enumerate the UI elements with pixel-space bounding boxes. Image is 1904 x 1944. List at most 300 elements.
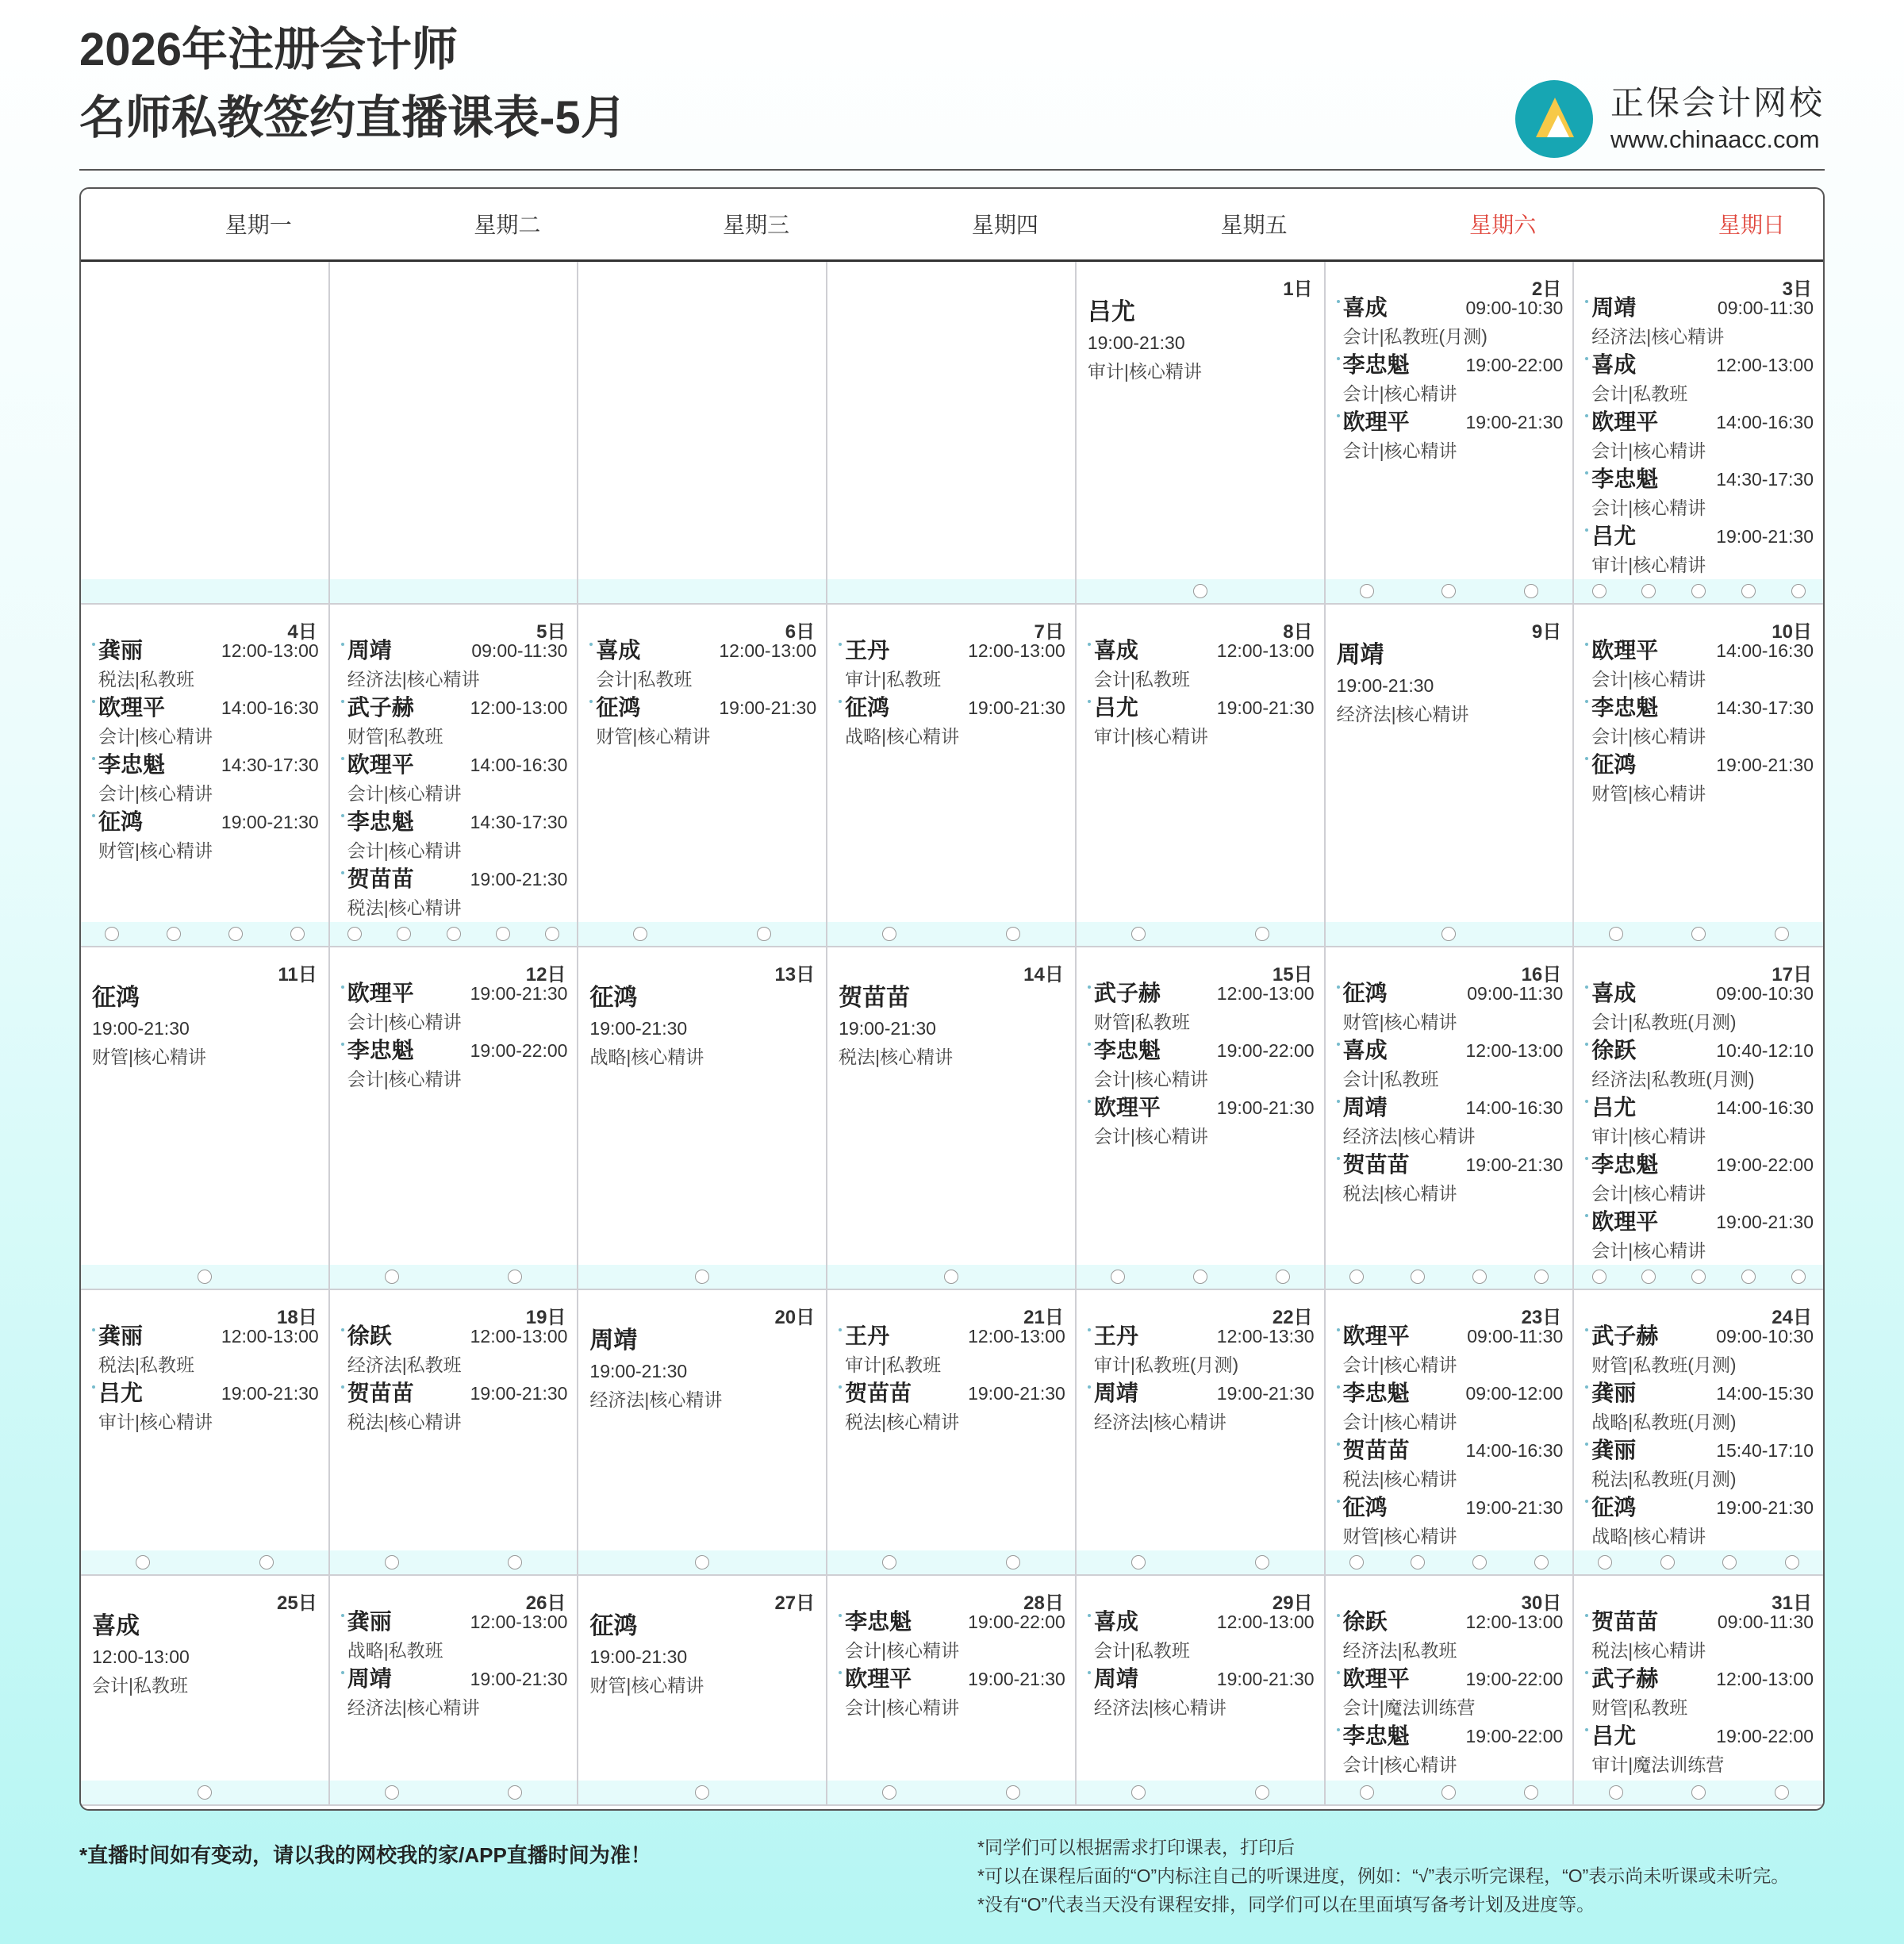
progress-circle-checkbox[interactable] xyxy=(1349,1270,1364,1284)
class-time: 12:00-13:00 xyxy=(968,640,1065,661)
progress-checkbox-row xyxy=(1574,1550,1823,1574)
page-title-line2: 名师私教签约直播课表-5月 xyxy=(79,92,627,144)
calendar-day-cell xyxy=(1574,947,1823,1290)
day-number: 16日 xyxy=(1521,964,1562,985)
progress-circle-checkbox[interactable] xyxy=(385,1270,399,1284)
progress-checkbox-row xyxy=(81,1265,328,1289)
class-time: 12:00-13:00 xyxy=(719,640,817,661)
class-entry xyxy=(1337,294,1564,351)
progress-checkbox-row xyxy=(81,579,328,603)
class-teacher: 征鸿 xyxy=(1342,1495,1388,1519)
progress-circle-checkbox[interactable] xyxy=(695,1555,709,1569)
progress-circle-checkbox[interactable] xyxy=(1609,1785,1623,1800)
day-number: 9日 xyxy=(1531,621,1562,643)
progress-circle-checkbox[interactable] xyxy=(1534,1270,1549,1284)
class-time: 14:00-16:30 xyxy=(1465,1440,1564,1461)
class-teacher: 李忠魁 xyxy=(1342,352,1410,377)
class-teacher: 徐跃 xyxy=(347,1324,392,1348)
calendar-day-cell xyxy=(330,947,579,1290)
class-time: 19:00-21:30 xyxy=(1216,1097,1315,1118)
calendar-day-cell xyxy=(578,1290,827,1576)
class-entry xyxy=(341,808,568,865)
class-course: 会计|核心精讲 xyxy=(1591,669,1706,690)
progress-checkbox-row xyxy=(827,1265,1075,1289)
class-teacher: 吕尤 xyxy=(1591,524,1637,548)
progress-circle-checkbox[interactable] xyxy=(1691,584,1706,598)
calendar-day-cell xyxy=(578,947,827,1290)
progress-circle-checkbox[interactable] xyxy=(1411,1555,1425,1569)
class-entry xyxy=(1337,1322,1564,1379)
class-time: 14:30-17:30 xyxy=(221,755,319,775)
progress-circle-checkbox[interactable] xyxy=(1111,1270,1125,1284)
class-time: 19:00-22:00 xyxy=(1716,1726,1814,1746)
class-course: 会计|核心精讲 xyxy=(98,783,213,804)
day-number: 28日 xyxy=(1023,1592,1064,1614)
progress-circle-checkbox[interactable] xyxy=(1006,927,1020,941)
class-teacher: 征鸿 xyxy=(596,695,641,720)
class-course: 税法|核心精讲 xyxy=(347,1412,462,1432)
day-number: 24日 xyxy=(1772,1307,1812,1328)
weekday-header-row xyxy=(81,189,1823,262)
day-number: 22日 xyxy=(1272,1307,1313,1328)
class-teacher: 武子赫 xyxy=(1591,1324,1659,1348)
class-teacher: 周靖 xyxy=(1342,1095,1388,1120)
class-teacher: 李忠魁 xyxy=(1591,467,1659,491)
weekday-label: 星期二 xyxy=(474,213,541,237)
class-entry xyxy=(1585,1036,1814,1093)
class-time: 12:00-13:00 xyxy=(470,1326,568,1347)
class-time: 15:40-17:10 xyxy=(1716,1440,1814,1461)
class-teacher: 武子赫 xyxy=(347,695,414,720)
progress-circle-checkbox[interactable] xyxy=(1441,584,1456,598)
progress-circle-checkbox[interactable] xyxy=(1524,584,1538,598)
calendar-day-cell xyxy=(81,1576,330,1806)
class-entry xyxy=(92,751,319,808)
class-time: 09:00-11:30 xyxy=(1467,1326,1564,1347)
class-entry xyxy=(341,1379,568,1436)
class-time: 14:00-16:30 xyxy=(1716,1097,1814,1118)
class-course: 审计|魔法训练营 xyxy=(1591,1754,1725,1775)
progress-checkbox-row xyxy=(1326,922,1573,946)
progress-checkbox-row xyxy=(578,1781,826,1804)
day-number: 26日 xyxy=(525,1592,566,1614)
class-name: 吕尤 xyxy=(1087,299,1135,325)
progress-circle-checkbox[interactable] xyxy=(1472,1270,1487,1284)
calendar-day-cell xyxy=(1574,1290,1823,1576)
calendar-day-cell xyxy=(1077,947,1326,1290)
progress-checkbox-row xyxy=(330,1550,578,1574)
class-time: 19:00-21:30 xyxy=(719,697,817,718)
progress-circle-checkbox[interactable] xyxy=(1722,1555,1737,1569)
class-entry xyxy=(1088,693,1315,751)
day-number: 19日 xyxy=(525,1307,566,1328)
progress-circle-checkbox[interactable] xyxy=(1255,1555,1269,1569)
class-teacher: 周靖 xyxy=(347,1666,392,1691)
class-course: 财管|核心精讲 xyxy=(596,726,711,747)
class-entry xyxy=(341,1322,568,1379)
class-teacher: 李忠魁 xyxy=(1342,1381,1410,1405)
calendar-day-cell xyxy=(330,1576,579,1806)
progress-checkbox-row xyxy=(1077,1550,1324,1574)
progress-checkbox-row xyxy=(827,1550,1075,1574)
progress-circle-checkbox[interactable] xyxy=(1193,1270,1207,1284)
progress-circle-checkbox[interactable] xyxy=(1598,1555,1612,1569)
class-course: 会计|私教班 xyxy=(92,1675,188,1696)
class-course: 会计|核心精讲 xyxy=(347,840,462,861)
calendar-day-cell xyxy=(1077,1576,1326,1806)
class-time: 09:00-11:30 xyxy=(1717,298,1814,318)
class-entry xyxy=(1585,1722,1814,1779)
day-number: 5日 xyxy=(536,621,566,643)
class-course: 战略|私教班(月测) xyxy=(1591,1412,1737,1432)
class-course: 财管|私教班 xyxy=(1093,1012,1190,1032)
progress-circle-checkbox[interactable] xyxy=(1775,927,1789,941)
class-entry xyxy=(1585,751,1814,808)
class-course: 经济法|核心精讲 xyxy=(1591,326,1725,347)
class-teacher: 龚丽 xyxy=(347,1609,392,1634)
calendar-day-cell xyxy=(1326,605,1575,947)
class-entry xyxy=(1088,1093,1315,1151)
calendar-day-cell xyxy=(330,605,579,947)
class-course: 审计|私教班 xyxy=(845,669,942,690)
progress-circle-checkbox[interactable] xyxy=(1006,1785,1020,1800)
class-teacher: 王丹 xyxy=(845,638,890,663)
class-time: 14:00-15:30 xyxy=(1716,1383,1814,1404)
progress-circle-checkbox[interactable] xyxy=(1609,927,1623,941)
class-teacher: 欧理平 xyxy=(347,981,414,1005)
progress-circle-checkbox[interactable] xyxy=(695,1270,709,1284)
calendar-day-cell xyxy=(330,1290,579,1576)
class-name: 征鸿 xyxy=(92,985,140,1011)
class-entry xyxy=(839,979,1065,1071)
class-entry xyxy=(92,693,319,751)
class-entry xyxy=(1337,1036,1564,1093)
progress-circle-checkbox[interactable] xyxy=(1255,927,1269,941)
progress-circle-checkbox[interactable] xyxy=(1592,1270,1606,1284)
progress-circle-checkbox[interactable] xyxy=(1276,1270,1290,1284)
class-time: 19:00-22:00 xyxy=(1716,1154,1814,1175)
class-time: 19:00-21:30 xyxy=(839,1018,936,1039)
day-number: 2日 xyxy=(1531,279,1562,300)
progress-circle-checkbox[interactable] xyxy=(198,1270,212,1284)
class-teacher: 龚丽 xyxy=(1591,1438,1637,1462)
progress-circle-checkbox[interactable] xyxy=(508,1270,522,1284)
class-time: 12:00-13:00 xyxy=(1465,1612,1564,1632)
class-teacher: 李忠魁 xyxy=(347,1038,414,1062)
class-course: 经济法|私教班 xyxy=(347,1354,462,1375)
class-time: 19:00-21:30 xyxy=(1716,526,1814,547)
progress-checkbox-row xyxy=(1574,1265,1823,1289)
class-teacher: 喜成 xyxy=(1093,1609,1138,1634)
progress-circle-checkbox[interactable] xyxy=(1791,584,1806,598)
progress-circle-checkbox[interactable] xyxy=(1349,1555,1364,1569)
class-teacher: 贺苗苗 xyxy=(347,866,414,891)
class-entry xyxy=(92,1608,319,1700)
progress-circle-checkbox[interactable] xyxy=(1255,1785,1269,1800)
progress-circle-checkbox[interactable] xyxy=(944,1270,958,1284)
progress-checkbox-row xyxy=(1077,1781,1324,1804)
class-entry xyxy=(589,979,816,1071)
class-entry xyxy=(1585,465,1814,522)
day-number: 21日 xyxy=(1023,1307,1064,1328)
class-entry xyxy=(341,693,568,751)
progress-circle-checkbox[interactable] xyxy=(347,927,362,941)
class-course: 经济法|核心精讲 xyxy=(1336,704,1469,724)
class-course: 会计|核心精讲 xyxy=(1342,1354,1457,1375)
progress-circle-checkbox[interactable] xyxy=(1641,1270,1656,1284)
class-time: 12:00-13:00 xyxy=(92,1646,190,1667)
class-course: 税法|核心精讲 xyxy=(845,1412,960,1432)
class-name: 征鸿 xyxy=(589,985,638,1011)
progress-circle-checkbox[interactable] xyxy=(136,1555,150,1569)
class-time: 12:00-13:00 xyxy=(1716,355,1814,375)
footnote-line: *同学们可以根据需求打印课表，打印后 xyxy=(977,1837,1295,1858)
progress-circle-checkbox[interactable] xyxy=(1131,1555,1146,1569)
calendar-day-cell xyxy=(81,605,330,947)
class-time: 12:00-13:00 xyxy=(1216,640,1315,661)
class-time: 14:00-16:30 xyxy=(470,755,568,775)
class-course: 会计|私教班 xyxy=(1093,1640,1190,1661)
progress-circle-checkbox[interactable] xyxy=(1660,1555,1675,1569)
class-name: 贺苗苗 xyxy=(839,985,911,1011)
class-course: 会计|私教班 xyxy=(1591,383,1688,404)
day-number: 20日 xyxy=(774,1307,816,1328)
progress-circle-checkbox[interactable] xyxy=(1775,1785,1789,1800)
class-course: 经济法|核心精讲 xyxy=(589,1389,723,1410)
class-course: 会计|核心精讲 xyxy=(1342,1412,1457,1432)
progress-circle-checkbox[interactable] xyxy=(167,927,181,941)
class-entry xyxy=(1088,1379,1315,1436)
class-course: 战略|核心精讲 xyxy=(589,1047,704,1067)
class-entry xyxy=(1337,1151,1564,1208)
progress-circle-checkbox[interactable] xyxy=(385,1555,399,1569)
class-course: 审计|私教班(月测) xyxy=(1093,1354,1239,1375)
progress-circle-checkbox[interactable] xyxy=(1592,584,1606,598)
day-number: 14日 xyxy=(1023,964,1064,985)
day-number: 4日 xyxy=(287,621,317,643)
day-number: 12日 xyxy=(525,964,566,985)
progress-circle-checkbox[interactable] xyxy=(508,1785,522,1800)
class-teacher: 贺苗苗 xyxy=(1591,1609,1659,1634)
progress-circle-checkbox[interactable] xyxy=(757,927,771,941)
class-time: 19:00-22:00 xyxy=(1216,1040,1315,1061)
progress-checkbox-row xyxy=(1574,922,1823,946)
progress-circle-checkbox[interactable] xyxy=(1360,584,1374,598)
class-teacher: 吕尤 xyxy=(1591,1723,1637,1748)
class-time: 12:00-13:00 xyxy=(470,1612,568,1632)
class-entry xyxy=(1585,1493,1814,1550)
calendar-day-cell xyxy=(1077,1290,1326,1576)
progress-circle-checkbox[interactable] xyxy=(259,1555,274,1569)
class-teacher: 欧理平 xyxy=(1342,1666,1410,1691)
weekday-label-weekend: 星期日 xyxy=(1718,213,1786,237)
class-time: 12:00-13:00 xyxy=(1216,1612,1315,1632)
progress-circle-checkbox[interactable] xyxy=(545,927,559,941)
class-time: 19:00-21:30 xyxy=(968,1669,1065,1689)
progress-circle-checkbox[interactable] xyxy=(1006,1555,1020,1569)
calendar-day-cell xyxy=(81,262,330,605)
day-number: 1日 xyxy=(1283,279,1313,300)
progress-checkbox-row xyxy=(330,1265,578,1289)
calendar-day-cell xyxy=(1326,1290,1575,1576)
class-teacher: 欧理平 xyxy=(1342,1324,1410,1348)
class-course: 会计|核心精讲 xyxy=(1591,1183,1706,1204)
class-entry xyxy=(92,1379,319,1436)
progress-circle-checkbox[interactable] xyxy=(496,927,510,941)
progress-circle-checkbox[interactable] xyxy=(447,927,461,941)
class-course: 审计|核心精讲 xyxy=(98,1412,213,1432)
progress-circle-checkbox[interactable] xyxy=(1472,1555,1487,1569)
class-entry xyxy=(839,636,1065,693)
class-teacher: 吕尤 xyxy=(1591,1095,1637,1120)
progress-circle-checkbox[interactable] xyxy=(1193,584,1207,598)
class-entry xyxy=(1585,979,1814,1036)
progress-circle-checkbox[interactable] xyxy=(1691,1785,1706,1800)
progress-circle-checkbox[interactable] xyxy=(882,1785,896,1800)
progress-circle-checkbox[interactable] xyxy=(1791,1270,1806,1284)
progress-circle-checkbox[interactable] xyxy=(1691,927,1706,941)
progress-checkbox-row xyxy=(1326,1781,1573,1804)
class-time: 19:00-22:00 xyxy=(968,1612,1065,1632)
class-time: 19:00-22:00 xyxy=(1465,355,1564,375)
class-entry xyxy=(1585,1208,1814,1265)
progress-circle-checkbox[interactable] xyxy=(290,927,305,941)
brand-logo[interactable] xyxy=(1515,75,1825,163)
progress-circle-checkbox[interactable] xyxy=(1534,1555,1549,1569)
class-time: 14:30-17:30 xyxy=(1716,469,1814,490)
class-time: 12:00-13:00 xyxy=(221,1326,319,1347)
progress-circle-checkbox[interactable] xyxy=(1441,1785,1456,1800)
class-time: 19:00-21:30 xyxy=(589,1018,688,1039)
class-entry xyxy=(1337,351,1564,408)
calendar-day-cell xyxy=(827,262,1077,605)
progress-circle-checkbox[interactable] xyxy=(1131,927,1146,941)
class-time: 19:00-21:30 xyxy=(589,1646,688,1667)
class-teacher: 征鸿 xyxy=(98,809,144,834)
class-entry xyxy=(1585,693,1814,751)
class-course: 税法|核心精讲 xyxy=(347,897,462,918)
class-course: 会计|核心精讲 xyxy=(1342,440,1457,461)
calendar-day-cell xyxy=(827,605,1077,947)
class-course: 财管|核心精讲 xyxy=(589,1675,704,1696)
class-course: 税法|核心精讲 xyxy=(1342,1183,1457,1204)
progress-circle-checkbox[interactable] xyxy=(508,1555,522,1569)
class-time: 12:00-13:00 xyxy=(1465,1040,1564,1061)
progress-circle-checkbox[interactable] xyxy=(105,927,119,941)
class-entry xyxy=(1585,1436,1814,1493)
progress-circle-checkbox[interactable] xyxy=(1741,1270,1756,1284)
progress-circle-checkbox[interactable] xyxy=(1131,1785,1146,1800)
progress-checkbox-row xyxy=(578,1550,826,1574)
class-entry xyxy=(1585,1151,1814,1208)
class-entry xyxy=(1088,1608,1315,1665)
progress-circle-checkbox[interactable] xyxy=(882,1555,896,1569)
class-teacher: 李忠魁 xyxy=(1591,695,1659,720)
calendar-day-cell xyxy=(1326,947,1575,1290)
weekday-label: 星期三 xyxy=(723,213,790,237)
class-teacher: 欧理平 xyxy=(845,1666,912,1691)
progress-circle-checkbox[interactable] xyxy=(1441,927,1456,941)
class-time: 12:00-13:00 xyxy=(1216,983,1315,1004)
class-name: 征鸿 xyxy=(589,1613,638,1639)
class-entry xyxy=(839,1665,1065,1722)
page-header xyxy=(79,16,1825,171)
class-entry xyxy=(839,1608,1065,1665)
progress-circle-checkbox[interactable] xyxy=(1411,1270,1425,1284)
class-time: 14:30-17:30 xyxy=(470,812,568,832)
progress-circle-checkbox[interactable] xyxy=(397,927,411,941)
progress-circle-checkbox[interactable] xyxy=(1360,1785,1374,1800)
class-time: 12:00-13:00 xyxy=(470,697,568,718)
class-teacher: 喜成 xyxy=(1591,352,1637,377)
progress-checkbox-row xyxy=(330,922,578,946)
progress-checkbox-row xyxy=(81,1781,328,1804)
class-time: 19:00-21:30 xyxy=(589,1361,688,1381)
progress-circle-checkbox[interactable] xyxy=(1691,1270,1706,1284)
class-time: 09:00-10:30 xyxy=(1716,1326,1814,1347)
progress-circle-checkbox[interactable] xyxy=(695,1785,709,1800)
class-time: 12:00-13:00 xyxy=(221,640,319,661)
class-course: 财管|核心精讲 xyxy=(1591,783,1706,804)
class-time: 19:00-21:30 xyxy=(1216,1669,1315,1689)
class-teacher: 征鸿 xyxy=(1591,752,1637,777)
progress-checkbox-row xyxy=(330,579,578,603)
class-time: 14:00-16:30 xyxy=(1465,1097,1564,1118)
class-course: 会计|核心精讲 xyxy=(845,1640,960,1661)
class-time: 09:00-12:00 xyxy=(1465,1383,1564,1404)
class-time: 19:00-21:30 xyxy=(1716,755,1814,775)
day-number: 15日 xyxy=(1272,964,1313,985)
class-entry xyxy=(92,1322,319,1379)
footnote-line: *可以在课程后面的“O”内标注自己的听课进度，例如：“√”表示听完课程，“O”表示尚未听课或未听完。 xyxy=(977,1865,1790,1886)
progress-circle-checkbox[interactable] xyxy=(1785,1555,1799,1569)
class-teacher: 武子赫 xyxy=(1591,1666,1659,1691)
progress-circle-checkbox[interactable] xyxy=(198,1785,212,1800)
class-teacher: 征鸿 xyxy=(1591,1495,1637,1519)
class-time: 19:00-21:30 xyxy=(968,697,1065,718)
progress-circle-checkbox[interactable] xyxy=(1741,584,1756,598)
calendar-day-cell xyxy=(1077,605,1326,947)
progress-circle-checkbox[interactable] xyxy=(385,1785,399,1800)
class-course: 税法|私教班 xyxy=(98,669,194,690)
progress-circle-checkbox[interactable] xyxy=(228,927,243,941)
class-entry xyxy=(1088,979,1315,1036)
class-course: 审计|私教班 xyxy=(845,1354,942,1375)
class-course: 会计|核心精讲 xyxy=(1591,726,1706,747)
calendar-day-cell xyxy=(1326,262,1575,605)
day-number: 6日 xyxy=(785,621,816,643)
class-teacher: 欧理平 xyxy=(1591,638,1659,663)
class-teacher: 徐跃 xyxy=(1342,1609,1388,1634)
class-time: 19:00-21:30 xyxy=(1216,697,1315,718)
class-course: 财管|核心精讲 xyxy=(92,1047,206,1067)
progress-circle-checkbox[interactable] xyxy=(1524,1785,1538,1800)
class-course: 会计|私教班 xyxy=(1093,669,1190,690)
calendar-day-cell xyxy=(1326,1576,1575,1806)
class-entry xyxy=(92,808,319,865)
class-course: 财管|私教班 xyxy=(1591,1697,1688,1718)
class-time: 19:00-21:30 xyxy=(1465,412,1564,432)
class-teacher: 欧理平 xyxy=(1342,409,1410,434)
progress-checkbox-row xyxy=(330,1781,578,1804)
progress-circle-checkbox[interactable] xyxy=(633,927,647,941)
progress-circle-checkbox[interactable] xyxy=(882,927,896,941)
class-entry xyxy=(341,636,568,693)
class-teacher: 李忠魁 xyxy=(1093,1038,1161,1062)
class-entry xyxy=(1585,1093,1814,1151)
progress-circle-checkbox[interactable] xyxy=(1641,584,1656,598)
class-time: 14:00-16:30 xyxy=(1716,640,1814,661)
